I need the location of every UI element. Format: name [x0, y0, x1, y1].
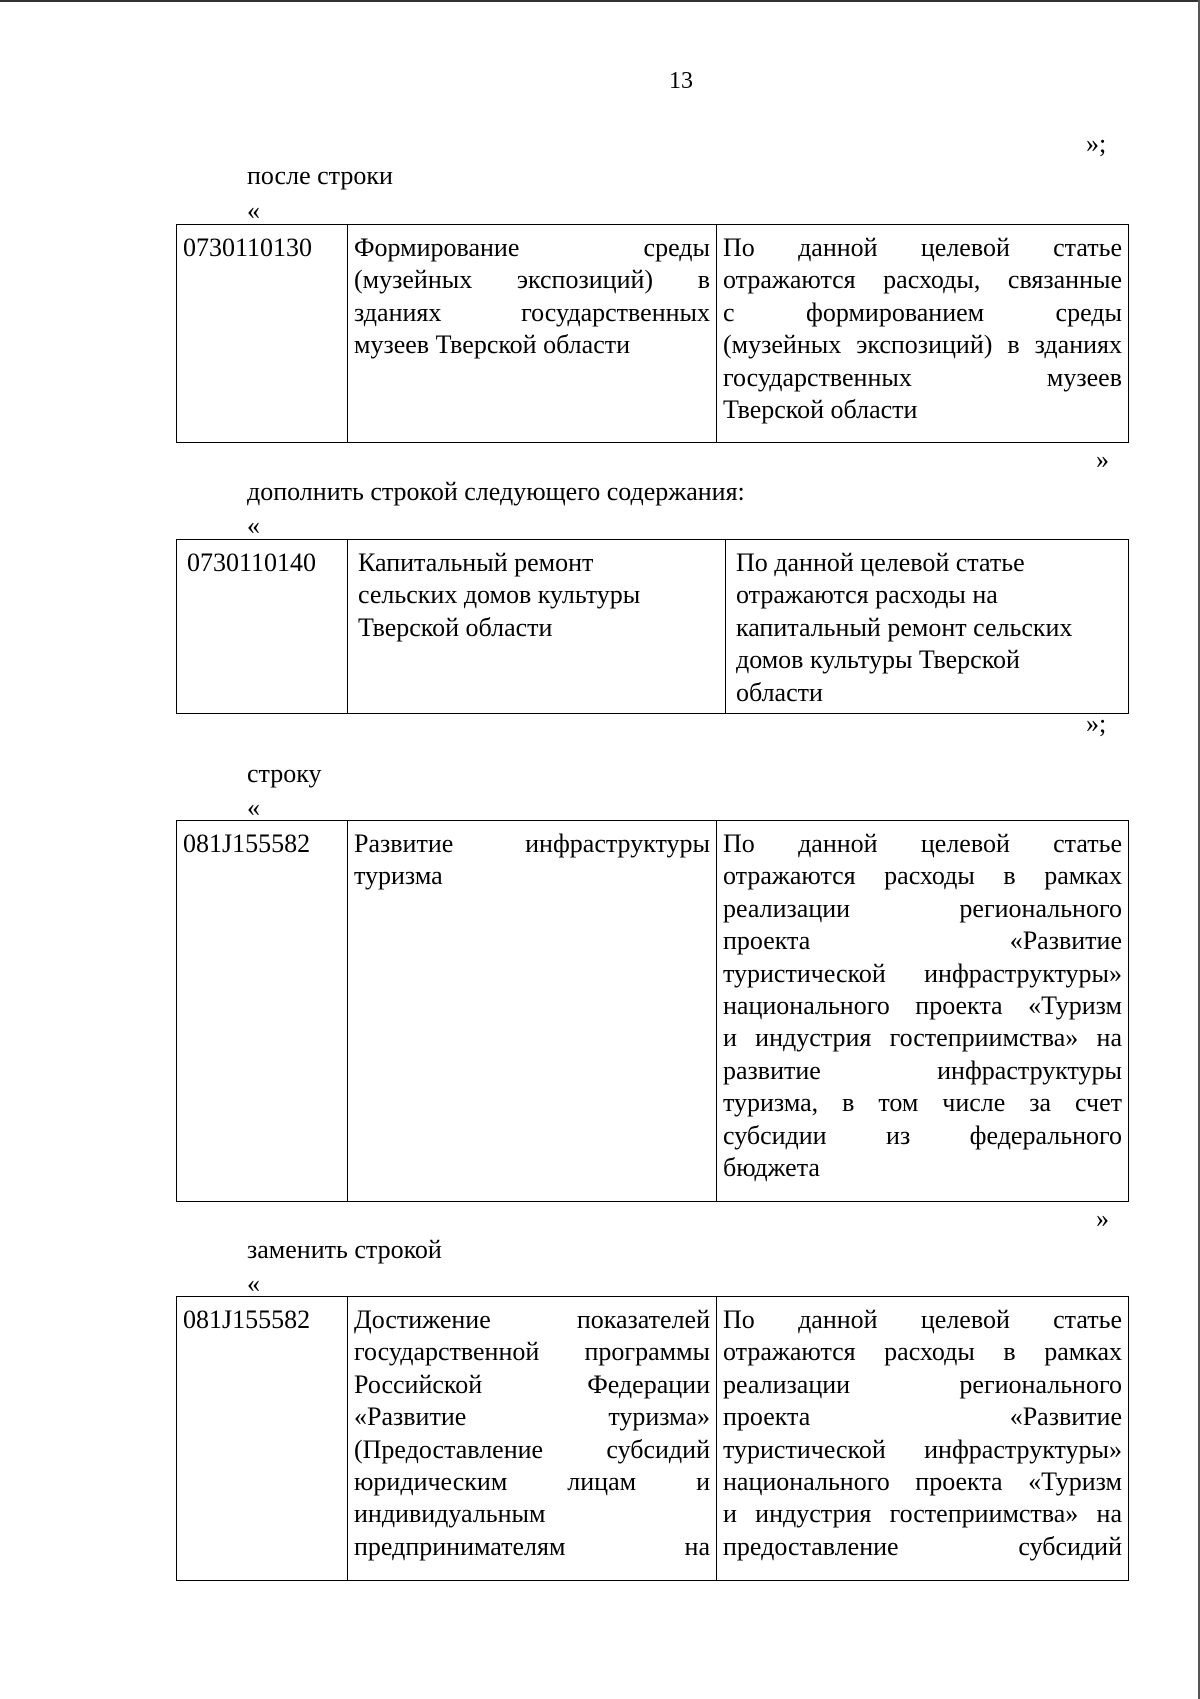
table-row — [177, 225, 1129, 443]
section4-table — [176, 1296, 1129, 1581]
name-cell: Развитие инфраструктуры туризма — [348, 821, 717, 1202]
section3-close-quote: » — [1096, 1204, 1109, 1233]
section1-table — [176, 224, 1129, 443]
section4-intro: заменить строкой — [247, 1235, 442, 1264]
section3-open-quote: « — [247, 793, 260, 822]
description-cell: По данной целевой статье отражаются расходы, связанные с формированием среды (музейных экспозиций) в зданиях государственных музеев Тверской области — [717, 225, 1129, 443]
code-cell: 0730110140 — [177, 540, 348, 714]
description-cell: По данной целевой статье отражаются расходы на капитальный ремонт сельских домов культуры Тверской области — [726, 540, 1129, 714]
name-cell: Формирование среды (музейных экспозиций) в зданиях государственных музеев Тверской области — [348, 225, 717, 443]
scan-edge-top — [0, 0, 1200, 2]
section3-table — [176, 820, 1129, 1202]
description-cell: По данной целевой статье отражаются расходы в рамках реализации регионального проекта «Развитие туристической инфраструктуры» национального проекта «Туризм и индустрия гостеприимства» на развитие инфраструктуры туризма, в том числе за счет субсидии из федерального бюджета — [717, 821, 1129, 1202]
code-cell: 0730110130 — [177, 225, 348, 443]
table-row — [177, 1297, 1129, 1581]
code-cell: 081J155582 — [177, 1297, 348, 1581]
name-cell: Достижение показателей государственной программы Российской Федерации «Развитие туризма» (Предоставление субсидий юридическим лицам и индивидуальным предпринимателям на — [348, 1297, 717, 1581]
code-cell: 081J155582 — [177, 821, 348, 1202]
section1-close-quote: » — [1096, 445, 1109, 474]
page-number: 13 — [669, 68, 693, 94]
name-cell: Капитальный ремонт сельских домов культуры Тверской области — [348, 540, 726, 714]
section2-intro: дополнить строкой следующего содержания: — [247, 477, 745, 506]
section2-close-quote: »; — [1086, 709, 1107, 738]
table-row — [177, 821, 1129, 1202]
section4-open-quote: « — [247, 1269, 260, 1298]
table-row — [177, 540, 1129, 714]
description-cell: По данной целевой статье отражаются расходы в рамках реализации регионального проекта «Развитие туристической инфраструктуры» национального проекта «Туризм и индустрия гостеприимства» на предоставление субсидий — [717, 1297, 1129, 1581]
section2-open-quote: « — [247, 511, 260, 540]
section1-open-quote: « — [247, 196, 260, 225]
section3-intro: строку — [247, 759, 322, 788]
section2-table — [176, 539, 1129, 714]
section1-intro: после строки — [247, 161, 393, 190]
closing-quote-top: »; — [1086, 129, 1107, 158]
